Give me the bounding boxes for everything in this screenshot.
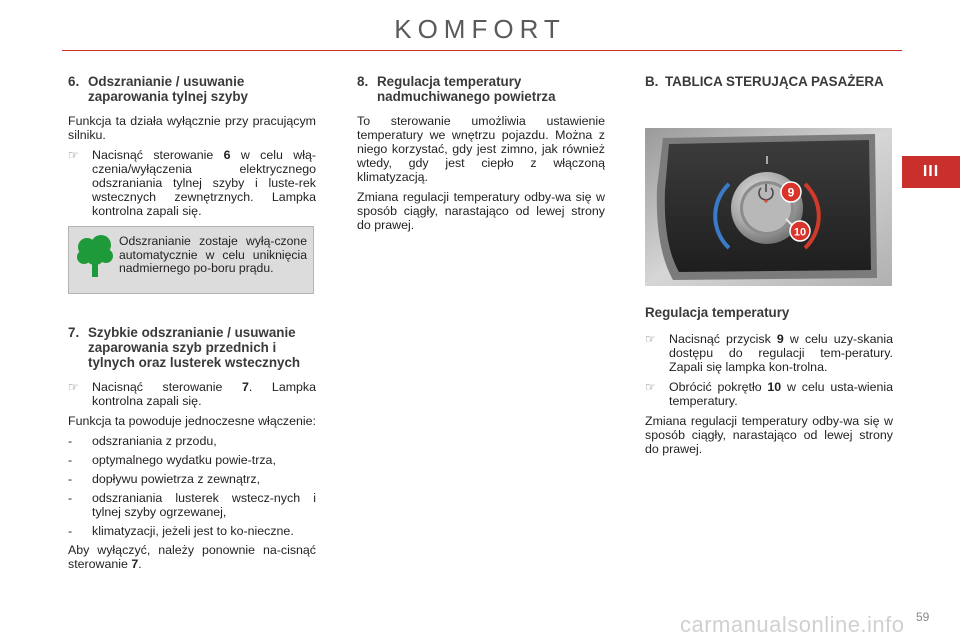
- section-b-paragraph: Zmiana regulacji temperatury odby-wa się w sposób ciągły, narastająco od lewej strony do prawej.: [645, 414, 893, 456]
- section-b-subtitle: Regulacja temperatury: [645, 305, 790, 320]
- pointer-icon: ☞: [645, 380, 656, 394]
- list-item: - odszraniania lusterek wstecz-nych i tylnej szyby ogrzewanej,: [68, 491, 316, 519]
- list-item: - klimatyzacji, jeżeli jest to ko-nieczne.: [68, 524, 294, 538]
- page-title: KOMFORT: [394, 14, 566, 44]
- section-b-bullet-1: ☞ Nacisnąć przycisk 9 w celu uzy-skania dostępu do regulacji tem-peratury. Zapali się lampka kon-trolna.: [645, 332, 894, 374]
- page-number: 59: [916, 610, 930, 624]
- header-rule: [62, 50, 902, 51]
- section-b-body: [645, 296, 893, 462]
- control-panel-photo: [645, 128, 892, 286]
- list-item: - dopływu powietrza z zewnątrz,: [68, 472, 261, 486]
- section-7-lead: Funkcja ta powoduje jednoczesne włączenie:: [68, 414, 316, 428]
- section-8-p2: Zmiana regulacji temperatury odby-wa się w sposób ciągły, narastająco od lewej strony do prawej.: [357, 190, 605, 232]
- pointer-icon: ☞: [68, 148, 79, 162]
- pointer-icon: ☞: [68, 380, 79, 394]
- section-7-outro: Aby wyłączyć, należy ponownie na-cisnąć sterowanie 7.: [68, 543, 316, 571]
- list-item: - optymalnego wydatku powie-trza,: [68, 453, 276, 467]
- section-8: [357, 74, 605, 238]
- section-8-heading: 8. Regulacja temperatury nadmuchiwanego powietrza: [357, 74, 556, 104]
- control-panel-illustration: [645, 128, 892, 286]
- section-6: [68, 74, 316, 224]
- pointer-icon: ☞: [645, 332, 656, 346]
- section-8-p1: To sterowanie umożliwia ustawienie temperatury we wnętrzu pojazdu. Można z niego korzystać, gdy jest zimno, jak również wtedy, gdy jest ciepło z włączoną klimatyzacją.: [357, 114, 605, 184]
- callout-9: 9: [787, 185, 795, 200]
- list-item: - odszraniania z przodu,: [68, 434, 217, 448]
- section-7-bullet: ☞ Nacisnąć sterowanie 7. Lampka kontrolna zapali się.: [68, 380, 317, 408]
- section-6-heading: 6. Odszranianie / usuwanie zaparowania tylnej szyby: [68, 74, 249, 104]
- section-b-heading: B. TABLICA STERUJĄCA PASAŻERA: [645, 74, 884, 89]
- section-7-heading: 7. Szybkie odszranianie / usuwanie zaparowania szyb przednich i tylnych oraz lusterek wstecznych: [68, 325, 301, 370]
- section-6-bullet: ☞ Nacisnąć sterowanie 6 w celu włą-czenia/wyłączenia elektrycznego odszraniania tylnej szyby i luste-rek wstecznych zewnętrznych. Lampka kontrolna zapali się.: [68, 148, 316, 218]
- watermark: carmanualsonline.info: [680, 612, 905, 637]
- callout-10: 10: [793, 226, 807, 239]
- chapter-tab: III: [902, 156, 960, 188]
- section-7: [68, 325, 316, 577]
- section-b-bullet-2: ☞ Obrócić pokrętło 10 w celu usta-wienia temperatury.: [645, 380, 893, 408]
- section-b: [645, 74, 893, 99]
- note-text: Odszranianie zostaje wyłą-czone automatycznie w celu uniknięcia nadmiernego po-boru prądu.: [119, 234, 307, 275]
- note-box: [68, 226, 314, 294]
- tree-icon: [75, 233, 115, 279]
- section-6-intro: Funkcja ta działa wyłącznie przy pracującym silniku.: [68, 114, 316, 142]
